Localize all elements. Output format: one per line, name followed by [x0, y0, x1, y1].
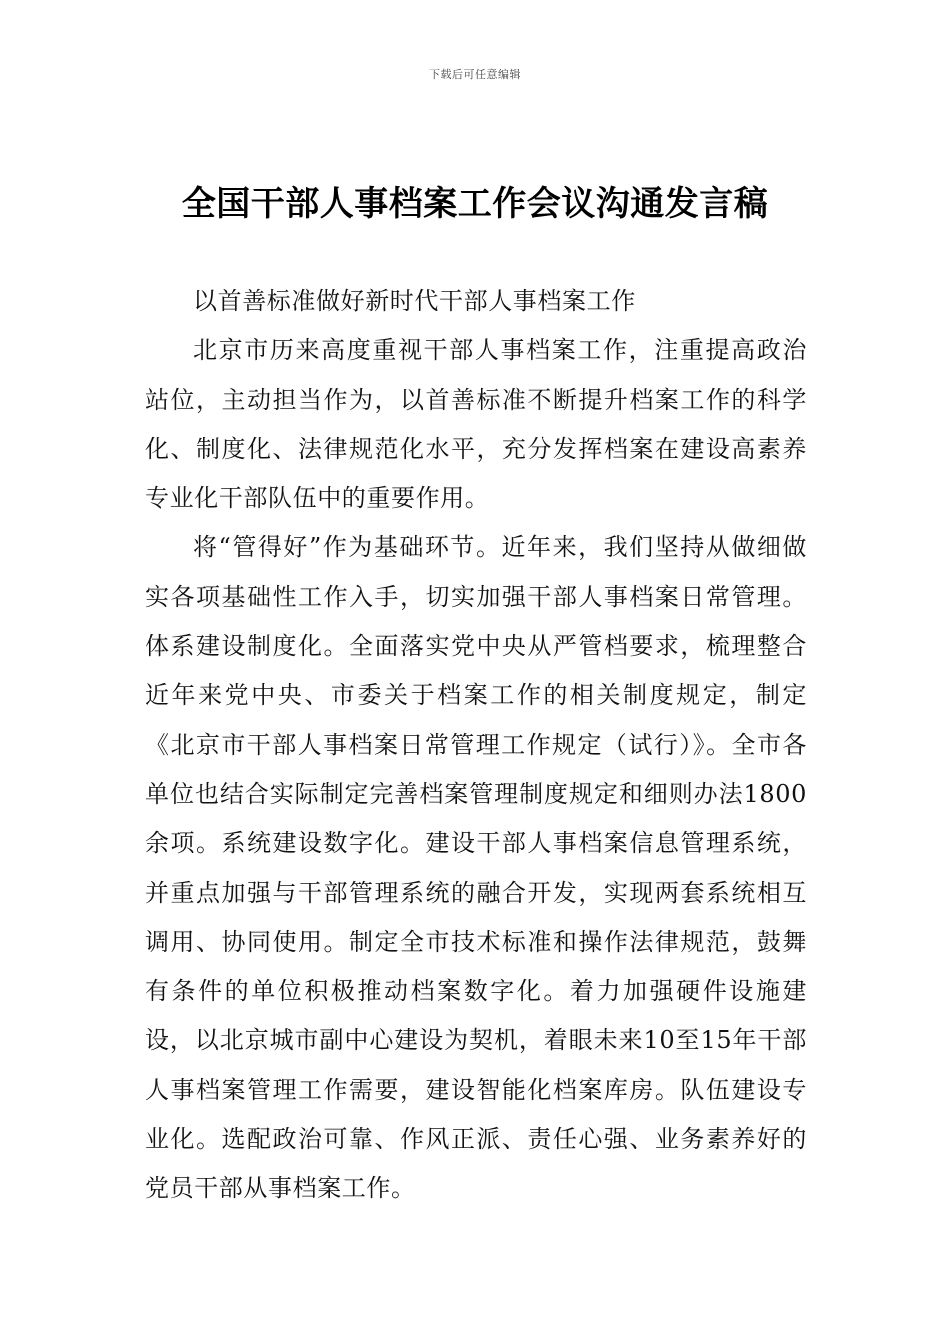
- document-body: [145, 277, 807, 1214]
- document-title: 全国干部人事档案工作会议沟通发言稿: [181, 184, 769, 224]
- subtitle-paragraph: 以首善标准做好新时代干部人事档案工作: [193, 287, 636, 315]
- body-paragraph: 将“管得好”作为基础环节。近年来，我们坚持从做细做实各项基础性工作入手，切实加强干部人事档案日常管理。体系建设制度化。全面落实党中央从严管档要求，梳理整合近年来党中央、市委关于档案工作的相关制度规定，制定《北京市干部人事档案日常管理工作规定（试行）》。全市各单位也结合实际制定完善档案管理制度规定和细则办法1800余项。系统建设数字化。建设干部人事档案信息管理系统，并重点加强与干部管理系统的融合开发，实现两套系统相互调用、协同使用。制定全市技术标准和操作法律规范，鼓舞有条件的单位积极推动档案数字化。着力加强硬件设施建设，以北京城市副中心建设为契机，着眼未来10至15年干部人事档案管理工作需要，建设智能化档案库房。队伍建设专业化。选配政治可靠、作风正派、责任心强、业务素养好的党员干部从事档案工作。: [145, 533, 807, 1203]
- header-note: 下载后可任意编辑: [429, 68, 521, 81]
- body-paragraph: 北京市历来高度重视干部人事档案工作，注重提高政治站位，主动担当作为，以首善标准不断提升档案工作的科学化、制度化、法律规范化水平，充分发挥档案在建设高素养专业化干部队伍中的重要作用。: [145, 336, 807, 513]
